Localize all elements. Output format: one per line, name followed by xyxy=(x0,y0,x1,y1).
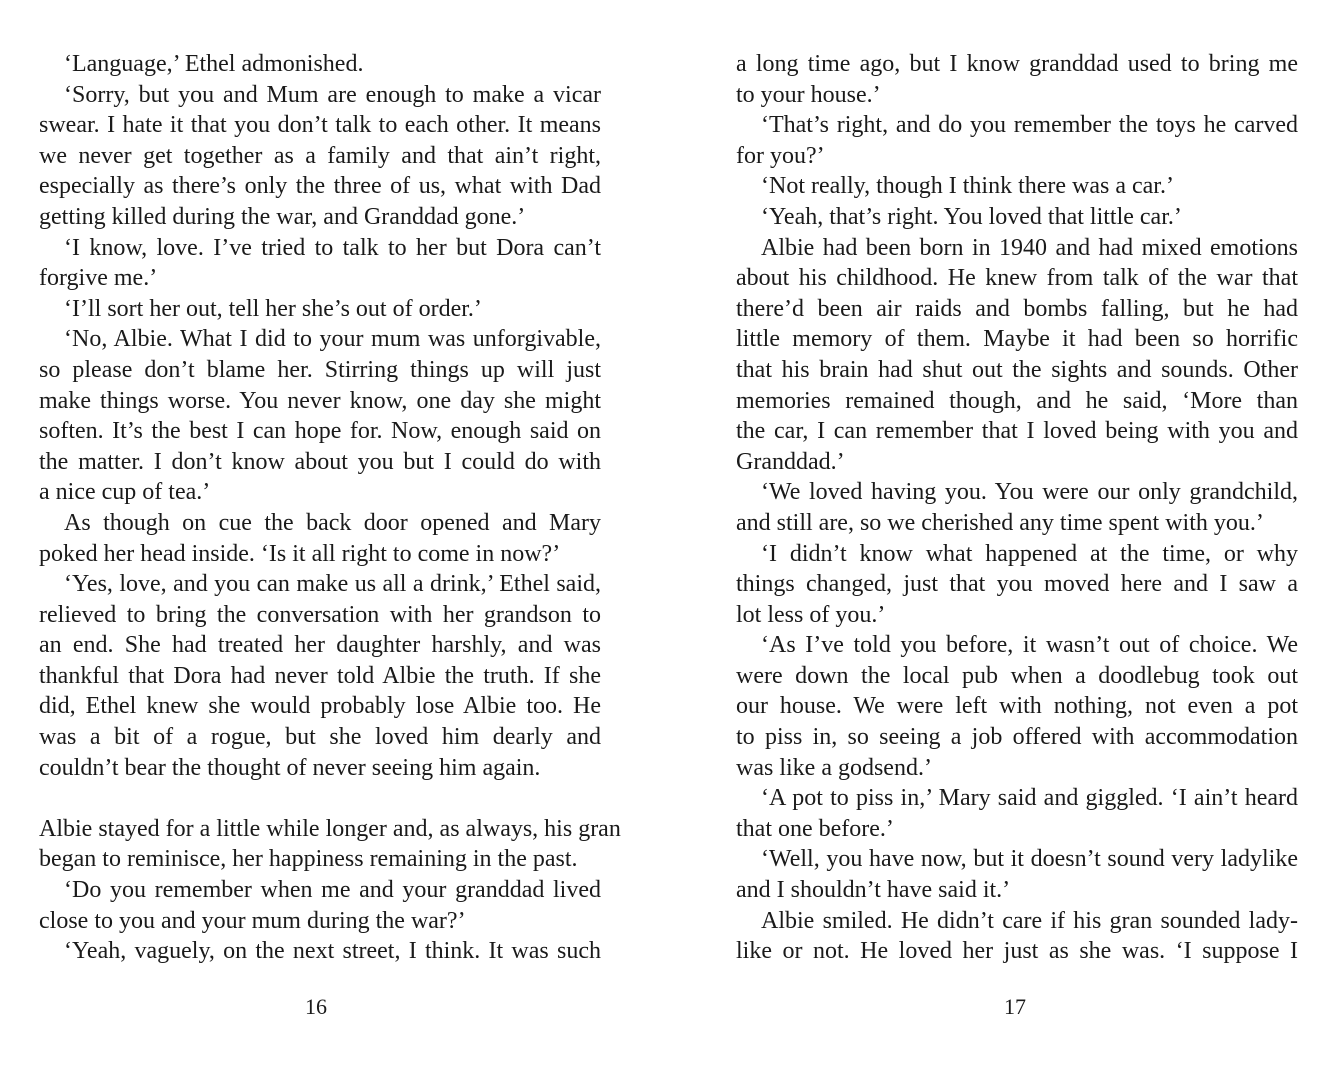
text-line: about his childhood. He knew from talk of the war that xyxy=(736,265,1298,292)
text-line: memories remained though, and he said, ‘More than xyxy=(736,387,1298,414)
text-line: ‘Well, you have now, but it doesn’t sound very ladylike xyxy=(761,846,1298,873)
text-line: and I shouldn’t have said it.’ xyxy=(736,877,1011,904)
text-line: ‘Not really, though I think there was a car.’ xyxy=(761,173,1174,200)
text-line: getting killed during the war, and Granddad gone.’ xyxy=(39,203,526,230)
text-line: Albie had been born in 1940 and had mixed emotions xyxy=(761,234,1298,261)
text-line: so please don’t blame her. Stirring things up will just xyxy=(39,356,601,383)
text-line: an end. She had treated her daughter harshly, and was xyxy=(39,632,601,659)
text-line: ‘Yes, love, and you can make us all a drink,’ Ethel said, xyxy=(64,571,601,598)
text-line: ‘I didn’t know what happened at the time, or why xyxy=(761,540,1298,567)
page-number-left: 16 xyxy=(305,994,327,1019)
text-line: ‘As I’ve told you before, it wasn’t out of choice. We xyxy=(761,632,1298,659)
text-line: thankful that Dora had never told Albie the truth. If she xyxy=(39,662,601,689)
text-line: the matter. I don’t know about you but I could do with xyxy=(39,448,601,475)
text-line: ‘I’ll sort her out, tell her she’s out of order.’ xyxy=(64,295,482,322)
text-line: close to you and your mum during the war?’ xyxy=(39,907,466,934)
text-line: ‘A pot to piss in,’ Mary said and giggled. ‘I ain’t heard xyxy=(761,785,1298,812)
text-line: ‘Sorry, but you and Mum are enough to make a vicar xyxy=(64,81,601,108)
text-line: to piss in, so seeing a job offered with accommodation xyxy=(736,724,1298,751)
text-line: soften. It’s the best I can hope for. Now, enough said on xyxy=(39,418,601,445)
text-line: Granddad.’ xyxy=(736,448,845,475)
text-line: couldn’t bear the thought of never seeing him again. xyxy=(39,754,541,781)
text-line: there’d been air raids and bombs falling, but he had xyxy=(736,295,1298,322)
text-line: like or not. He loved her just as she was. ‘I suppose I xyxy=(736,938,1298,965)
text-line: ‘I know, love. I’ve tried to talk to her but Dora can’t xyxy=(64,234,601,261)
text-line: make things worse. You never know, one day she might xyxy=(39,387,601,414)
text-line: were down the local pub when a doodlebug took out xyxy=(736,662,1298,689)
section-break xyxy=(39,783,601,814)
text-line: relieved to bring the conversation with her grandson to xyxy=(39,601,601,628)
text-line: ‘Language,’ Ethel admonished. xyxy=(64,51,364,77)
text-line: was a bit of a rogue, but she loved him dearly and xyxy=(39,724,601,751)
text-line: to your house.’ xyxy=(736,81,881,108)
text-line: especially as there’s only the three of us, what with Dad xyxy=(39,173,601,200)
left-page-text xyxy=(39,49,621,967)
text-line: began to reminisce, her happiness remaining in the past. xyxy=(39,846,578,873)
text-line: Albie smiled. He didn’t care if his gran sounded lady- xyxy=(761,907,1298,934)
text-line: and still are, so we cherished any time spent with you.’ xyxy=(736,509,1264,536)
text-line: Albie stayed for a little while longer and, as always, his gran xyxy=(39,815,621,842)
text-line: ‘Yeah, vaguely, on the next street, I think. It was such xyxy=(64,938,601,965)
text-line: for you?’ xyxy=(736,142,825,169)
text-line: swear. I hate it that you don’t talk to each other. It means xyxy=(39,112,601,139)
text-line: things changed, just that you moved here and I saw a xyxy=(736,571,1298,598)
right-page-text xyxy=(736,49,1298,967)
text-line: ‘That’s right, and do you remember the toys he carved xyxy=(761,112,1298,139)
text-line: that one before.’ xyxy=(736,815,894,842)
text-line: ‘No, Albie. What I did to your mum was unforgivable, xyxy=(64,326,601,353)
text-line: ‘Yeah, that’s right. You loved that little car.’ xyxy=(761,203,1182,230)
text-line: we never get together as a family and that ain’t right, xyxy=(39,142,601,169)
page-number-right: 17 xyxy=(1004,994,1026,1019)
text-line: forgive me.’ xyxy=(39,265,158,292)
text-line: poked her head inside. ‘Is it all right to come in now?’ xyxy=(39,540,561,567)
text-line: lot less of you.’ xyxy=(736,601,886,628)
text-line: the car, I can remember that I loved being with you and xyxy=(736,418,1298,445)
text-line: did, Ethel knew she would probably lose Albie too. He xyxy=(39,693,601,720)
text-line: a nice cup of tea.’ xyxy=(39,479,211,506)
text-line: ‘We loved having you. You were our only grandchild, xyxy=(761,479,1298,506)
text-line: As though on cue the back door opened and Mary xyxy=(64,509,601,536)
text-line: a long time ago, but I know granddad used to bring me xyxy=(736,51,1298,77)
text-line: that his brain had shut out the sights and sounds. Other xyxy=(736,356,1298,383)
text-line: little memory of them. Maybe it had been so horrific xyxy=(736,326,1298,353)
text-line: ‘Do you remember when me and your granddad lived xyxy=(64,877,601,904)
text-line: was like a godsend.’ xyxy=(736,754,932,781)
text-line: our house. We were left with nothing, not even a pot xyxy=(736,693,1298,720)
